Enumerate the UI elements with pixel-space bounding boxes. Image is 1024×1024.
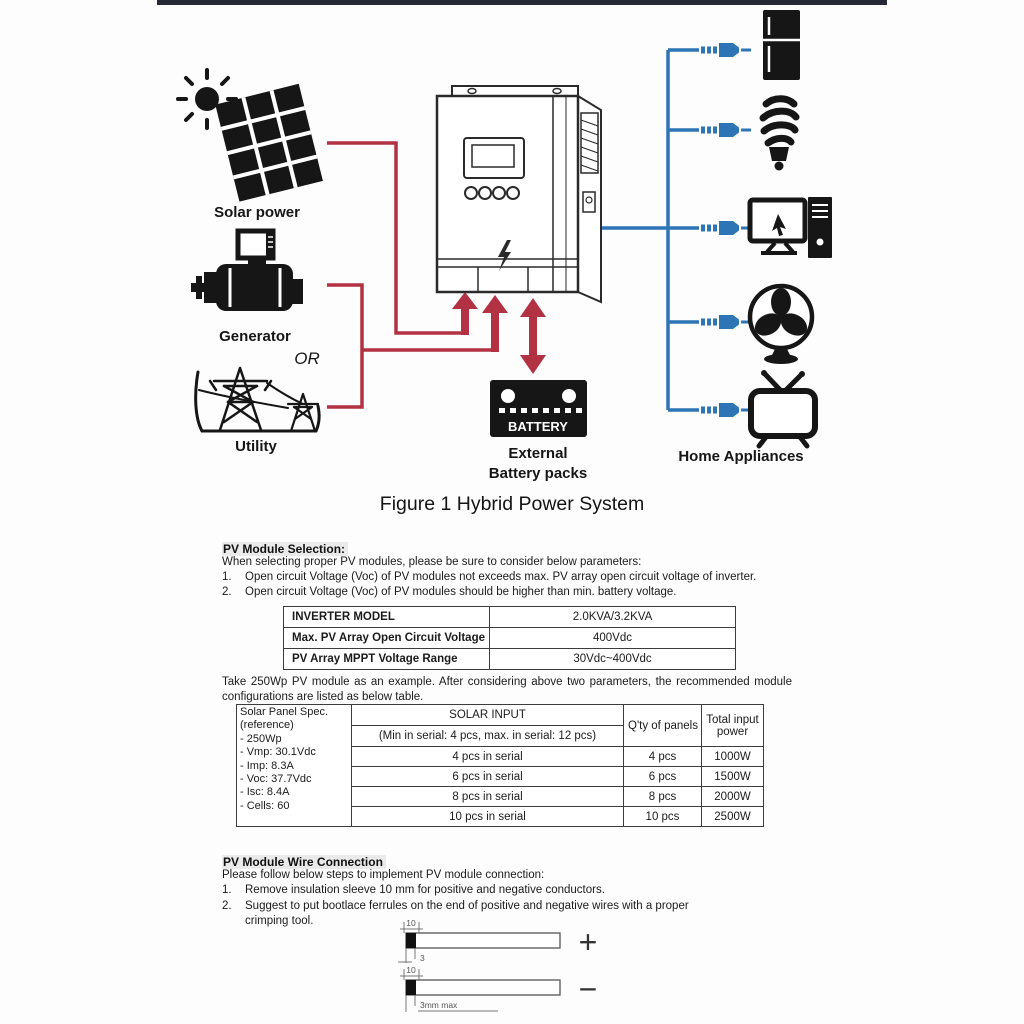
minus-sign: − [578,971,598,1007]
hybrid-power-system-diagram [0,0,1024,490]
table-row [284,607,736,628]
plug-icon [701,315,751,329]
spec-line: - Isc: 8.4A [240,786,290,799]
spec-line: - Imp: 8.3A [240,759,294,772]
computer-icon [750,197,832,258]
selection-item-2 [222,586,802,598]
qty-cell: 10 pcs [624,807,702,827]
power-cell: 2500W [702,807,764,827]
solar-panel-spec-cell [237,705,352,827]
external-battery-label-line2: Battery packs [488,465,588,482]
fan-icon [750,286,812,364]
qty-cell: 6 pcs [624,767,702,787]
power-cell: 2000W [702,787,764,807]
plug-icon [701,403,751,417]
table-cell-label: PV Array MPPT Voltage Range [284,649,490,670]
list-number: 1. [222,884,232,896]
plug-icons [701,43,751,417]
wire-item-1 [222,884,802,896]
total-power-header [702,705,764,747]
spec-line: - 250Wp [240,732,282,745]
module-configuration-table [236,704,764,827]
table-cell-label: INVERTER MODEL [284,607,490,628]
list-number: 2. [222,586,232,598]
pv-input-arrow [452,292,478,335]
table-cell-value: 2.0KVA/3.2KVA [490,607,736,628]
dim-10-label: 10 [406,918,416,928]
blue-wiring [599,50,699,410]
solar-panel-icon [215,84,323,202]
plug-icon [701,123,751,137]
ac-input-arrow [482,295,508,352]
list-number: 1. [222,571,232,583]
spec-line: - Vmp: 30.1Vdc [240,746,316,759]
table-row [284,628,736,649]
pv-module-selection-heading-text: PV Module Selection: [222,542,348,556]
dim-3-label: 3 [420,953,425,963]
wire-intro: Please follow below steps to implement PV module connection: [222,869,545,881]
list-text: Open circuit Voltage (Voc) of PV modules should be higher than min. battery voltage. [245,586,677,598]
spec-line: Solar Panel Spec. [240,706,329,718]
qty-header: Q'ty of panels [624,705,702,747]
wire-connection-heading-text: PV Module Wire Connection [222,855,386,869]
power-cell: 1000W [702,747,764,767]
list-text: Suggest to put bootlace ferrules on the end of positive and negative wires with a proper crimping tool. [245,900,689,927]
input-cell: 10 pcs in serial [352,807,624,827]
cfl-bulb-icon [763,99,796,171]
input-cell: 4 pcs in serial [352,747,624,767]
battery-icon [490,380,587,437]
tv-icon [751,370,815,446]
plug-icon [701,221,751,235]
or-label: OR [294,349,320,368]
header-line: Total input [706,713,759,726]
spec-line: - Cells: 60 [240,799,290,812]
dim-10-label: 10 [406,965,416,975]
solar-input-header: SOLAR INPUT [352,705,624,726]
plug-icon [701,43,751,57]
table-cell-value: 400Vdc [490,628,736,649]
red-arrows [452,292,546,374]
list-text: Open circuit Voltage (Voc) of PV modules not exceeds max. PV array open circuit voltage of inverter. [245,571,757,583]
fridge-icon [763,10,800,80]
battery-label: BATTERY [508,419,568,434]
utility-towers-icon [196,368,319,431]
external-battery-label-line1: External [508,445,568,462]
table-row [284,649,736,670]
table-cell-label: Max. PV Array Open Circuit Voltage [284,628,490,649]
inverter-icon [437,86,601,302]
header-line: power [716,725,749,738]
battery-double-arrow [520,298,546,374]
generator-label: Generator [219,328,291,345]
table-cell-value: 30Vdc~400Vdc [490,649,736,670]
solar-power-label: Solar power [214,204,300,221]
input-cell: 6 pcs in serial [352,767,624,787]
wire-stripping-figure [392,916,632,1022]
negative-wire-drawing [400,965,597,1012]
dim-3mm-max-label: 3mm max [420,1000,458,1010]
generator-icon [191,231,303,311]
spec-line: - Voc: 37.7Vdc [240,773,312,786]
figure-caption: Figure 1 Hybrid Power System [379,493,645,515]
plus-sign: + [578,924,598,960]
qty-cell: 8 pcs [624,787,702,807]
solar-input-subheader: (Min in serial: 4 pcs, max. in serial: 12 pcs) [352,726,624,747]
home-appliances-label: Home Appliances [678,448,804,465]
selection-item-1 [222,571,802,583]
spec-line: (reference) [240,719,294,732]
example-paragraph: Take 250Wp PV module as an example. After considering above two parameters, the recommended module configurations are listed as below table. [222,676,792,703]
power-cell: 1500W [702,767,764,787]
list-number: 2. [222,900,232,912]
table-header-row [237,705,764,726]
input-cell: 8 pcs in serial [352,787,624,807]
utility-label: Utility [235,438,277,455]
list-text: Remove insulation sleeve 10 mm for positive and negative conductors. [245,884,605,896]
selection-intro: When selecting proper PV modules, please be sure to consider below parameters: [222,556,642,568]
inverter-spec-table [283,606,736,670]
qty-cell: 4 pcs [624,747,702,767]
positive-wire-drawing [398,918,597,963]
